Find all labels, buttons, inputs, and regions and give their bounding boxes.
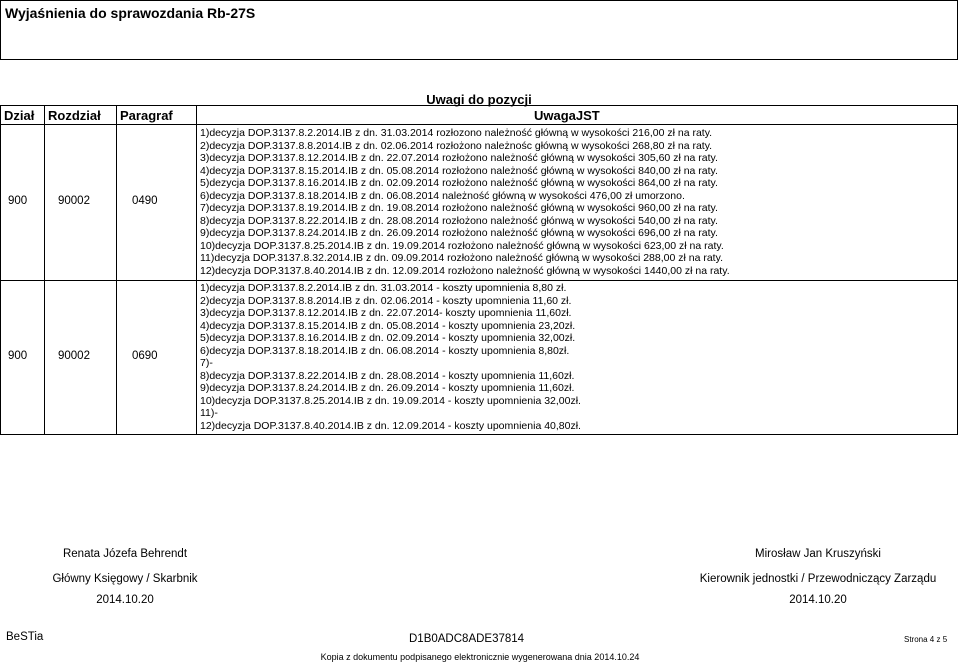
title-bar [0, 0, 958, 60]
list-item: 5)decyzja DOP.3137.8.16.2014.IB z dn. 02.09.2014 - koszty upomnienia 32,00zł. [200, 332, 576, 344]
list-item: 8)decyzja DOP.3137.8.22.2014.IB z dn. 28.08.2014 rozłożono należność głónwą w wysokości 540,00 zł na raty. [200, 214, 718, 227]
list-item: 2)decyzja DOP.3137.8.8.2014.IB z dn. 02.06.2014 - koszty upomnienia 11,60 zł. [200, 294, 572, 307]
list-item: 7)- [200, 357, 213, 369]
list-item: 10)decyzja DOP.3137.8.25.2014.IB z dn. 19.09.2014 - koszty upomnienia 32,00zł. [200, 394, 581, 407]
list-item: 6)decyzja DOP.3137.8.18.2014.IB z dn. 06.08.2014 należność główną w wysokości 476,00 zł umorzono. [200, 189, 685, 202]
list-item: 3)decyzja DOP.3137.8.12.2014.IB z dn. 22.07.2014 rozłożono należność główną w wysokości 305,60 zł na raty. [200, 152, 718, 164]
signature-right-name: Mirosław Jan Kruszyński [755, 548, 881, 560]
list-item: 1)decyzja DOP.3137.8.2.2014.IB z dn. 31.03.2014 rozłozono należność główną w wysokości 216,00 zł na raty. [200, 127, 713, 139]
signature-right-role: Kierownik jednostki / Przewodniczący Zarządu [699, 573, 937, 585]
grid-line [196, 105, 197, 435]
list-item: 9)decyzja DOP.3137.8.24.2014.IB z dn. 26.09.2014 rozłożono należność główną w wysokości 696,00 zł na raty. [200, 227, 718, 239]
cell-paragraf: 0490 [132, 195, 158, 207]
header-uwaga: UwagaJST [534, 108, 600, 123]
footer-code: D1B0ADC8ADE37814 [409, 633, 525, 645]
list-item: 10)decyzja DOP.3137.8.25.2014.IB z dn. 19.09.2014 rozłożono należność główną w wysokości 623,00 zł na raty. [200, 239, 724, 252]
grid-line [0, 105, 1, 435]
signature-left-date: 2014.10.20 [96, 594, 154, 606]
cell-rozdzial: 90002 [58, 350, 90, 362]
header-paragraf: Paragraf [120, 108, 173, 123]
footer-brand: BeSTia [6, 631, 44, 643]
row-divider [0, 280, 958, 281]
header-dzial: Dział [4, 108, 35, 123]
list-item: 1)decyzja DOP.3137.8.2.2014.IB z dn. 31.03.2014 - koszty upomnienia 8,80 zł. [200, 282, 567, 294]
list-item: 8)decyzja DOP.3137.8.22.2014.IB z dn. 28.08.2014 - koszty upomnienia 11,60zł. [200, 369, 575, 382]
list-item: 3)decyzja DOP.3137.8.12.2014.IB z dn. 22.07.2014- koszty upomnienia 11,60zł. [200, 307, 572, 319]
list-item: 6)decyzja DOP.3137.8.18.2014.IB z dn. 06.08.2014 - koszty upomnienia 8,80zł. [200, 344, 570, 357]
list-item: 4)decyzja DOP.3137.8.15.2014.IB z dn. 05.08.2014 rozłożono należność główną w wysokości 840,00 zł na raty. [200, 164, 718, 177]
cell-dzial: 900 [8, 195, 28, 207]
list-item: 9)decyzja DOP.3137.8.24.2014.IB z dn. 26.09.2014 - koszty upomnienia 11,60zł. [200, 382, 575, 394]
list-item: 12)decyzja DOP.3137.8.40.2014.IB z dn. 12.09.2014 rozłożono należność główną w wysokości 1440,00 zł na raty. [200, 264, 730, 277]
list-item: 7)decyzja DOP.3137.8.19.2014.IB z dn. 19.08.2014 rozłożono należność główną w wysokości 960,00 zł na raty. [200, 202, 718, 214]
table-header [0, 105, 958, 125]
list-item: 2)decyzja DOP.3137.8.8.2014.IB z dn. 02.06.2014 rozłożono należnośc główną w wysokości 268,80 zł na raty. [200, 139, 713, 152]
list-item: 11)decyzja DOP.3137.8.32.2014.IB z dn. 09.09.2014 rozłożono należność główną w wysokości 288,00 zł na raty. [200, 252, 723, 264]
header-rozdzial: Rozdział [48, 108, 101, 123]
footer-page: Strona 4 z 5 [904, 635, 948, 644]
grid-line [44, 105, 45, 435]
list-item: 12)decyzja DOP.3137.8.40.2014.IB z dn. 12.09.2014 - koszty upomnienia 40,80zł. [200, 419, 581, 432]
section-title: Uwagi do pozycji [426, 92, 532, 107]
footer-copy-note: Kopia z dokumentu podpisanego elektronicznie wygenerowana dnia 2014.10.24 [320, 652, 640, 662]
signature-right-date: 2014.10.20 [789, 594, 847, 606]
list-item: 5)dezycja DOP.3137.8.16.2014.IB z dn. 02.09.2014 rozłożono należność główną w wysokości 864,00 zł na raty. [200, 177, 718, 189]
list-item: 4)decyzja DOP.3137.8.15.2014.IB z dn. 05.08.2014 - koszty upomnienia 23,20zł. [200, 319, 576, 332]
cell-paragraf: 0690 [132, 350, 158, 362]
cell-rozdzial: 90002 [58, 195, 90, 207]
cell-dzial: 900 [8, 350, 28, 362]
grid-line [116, 105, 117, 435]
grid-line [957, 105, 958, 435]
table-bottom [0, 434, 958, 435]
signature-left-name: Renata Józefa Behrendt [62, 548, 188, 560]
window-title: Wyjaśnienia do sprawozdania Rb-27S [5, 5, 256, 21]
uwaga-list [200, 127, 956, 277]
signature-left-role: Główny Księgowy / Skarbnik [52, 573, 198, 585]
list-item: 11)- [200, 407, 218, 419]
uwaga-list [200, 282, 956, 432]
